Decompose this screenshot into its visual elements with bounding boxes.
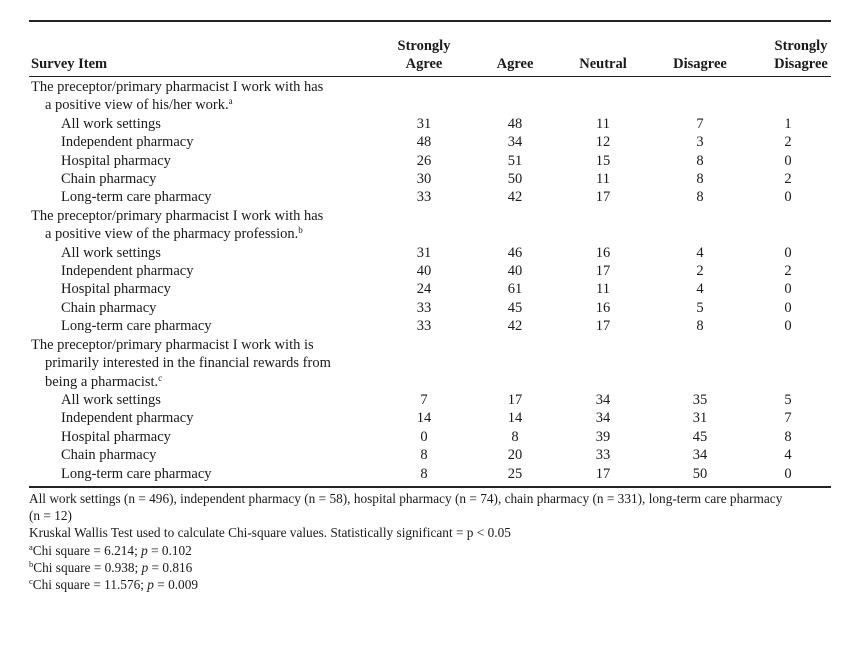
value-cell: 14 [507,410,523,427]
empty-cell [479,78,551,96]
value-cell: 17 [595,465,611,482]
value-cell: 51 [507,152,523,169]
value-cell: 7 [696,115,704,132]
value-cell: 39 [595,428,611,445]
value-cell: 0 [784,152,792,169]
value-cell: 45 [692,428,708,445]
question-row [29,354,831,372]
value-cell: 17 [595,318,611,335]
value-cell: 0 [420,428,428,445]
value-cell: 34 [595,391,611,408]
value-cell: 12 [595,134,611,151]
value-cell: 33 [595,447,611,464]
table-row [29,280,831,298]
row-label: All work settings [61,391,161,408]
empty-cell [655,225,745,243]
value-cell: 16 [595,244,611,261]
table-row [29,262,831,280]
empty-cell [745,78,831,96]
row-label: Chain pharmacy [61,447,157,464]
value-cell: 8 [696,152,704,169]
header-strongly-agree-line2: Agree [405,56,443,72]
table-row [29,188,831,206]
empty-cell [479,225,551,243]
table-row [29,428,831,446]
table-row [29,299,831,317]
question-text: The preceptor/primary pharmacist I work with is [31,336,314,353]
value-cell: 8 [696,318,704,335]
value-cell: 14 [416,410,432,427]
value-cell: 48 [416,134,432,151]
question-row [29,336,831,354]
table-row [29,317,831,335]
value-cell: 50 [692,465,708,482]
row-label: Hospital pharmacy [61,281,171,298]
empty-cell [551,373,655,391]
value-cell: 17 [595,189,611,206]
sample-sizes-note-cont: (n = 12) [29,508,72,524]
footnote-b: $^b$Chi square = 0.938; p = 0.816 [29,558,193,575]
value-cell: 8 [511,428,519,445]
empty-cell [369,207,479,225]
header-rule [29,76,831,77]
value-cell: 2 [784,263,792,280]
value-cell: 16 [595,299,611,316]
value-cell: 0 [784,281,792,298]
row-label: Chain pharmacy [61,171,157,188]
footnote-marker: c [158,372,163,383]
empty-cell [369,354,479,372]
row-label: Hospital pharmacy [61,152,171,169]
value-cell: 46 [507,244,523,261]
value-cell: 11 [596,171,610,188]
table-row [29,409,831,427]
value-cell: 1 [784,115,792,132]
table-row [29,446,831,464]
question-row [29,373,831,391]
value-cell: 3 [696,134,704,151]
table-row [29,115,831,133]
header-agree: Agree [496,56,534,72]
empty-cell [479,96,551,114]
value-cell: 2 [696,263,704,280]
value-cell: 8 [696,189,704,206]
empty-cell [551,225,655,243]
value-cell: 61 [507,281,523,298]
row-label: Independent pharmacy [61,263,194,280]
empty-cell [551,336,655,354]
header-strongly-agree [398,37,451,73]
value-cell: 34 [595,410,611,427]
footnote-marker: b [298,225,303,236]
value-cell: 31 [416,115,432,132]
question-text: a positive view of the pharmacy profession.$^b$ [45,225,303,243]
value-cell: 25 [507,465,523,482]
empty-cell [479,336,551,354]
row-label: Long-term care pharmacy [61,189,212,206]
value-cell: 48 [507,115,523,132]
table-notes [29,490,834,593]
row-label: Chain pharmacy [61,299,157,316]
table-row [29,244,831,262]
value-cell: 0 [784,465,792,482]
value-cell: 2 [784,134,792,151]
value-cell: 4 [696,281,704,298]
empty-cell [551,207,655,225]
question-text: The preceptor/primary pharmacist I work with has [31,207,324,224]
value-cell: 11 [596,281,610,298]
value-cell: 34 [507,134,523,151]
header-strongly-disagree-line1: Strongly [774,38,828,54]
empty-cell [655,336,745,354]
question-row [29,225,831,243]
empty-cell [551,96,655,114]
value-cell: 4 [784,447,792,464]
question-row [29,207,831,225]
value-cell: 33 [416,299,432,316]
value-cell: 0 [784,318,792,335]
value-cell: 31 [692,410,708,427]
value-cell: 8 [420,447,428,464]
empty-cell [745,373,831,391]
value-cell: 42 [507,189,523,206]
test-note: Kruskal Wallis Test used to calculate Chi-square values. Statistically significant = p < 0.05 [29,525,511,541]
value-cell: 31 [416,244,432,261]
row-label: Hospital pharmacy [61,428,171,445]
question-text: The preceptor/primary pharmacist I work with has [31,79,324,95]
header-strongly-disagree-line2: Disagree [774,56,828,72]
value-cell: 2 [784,171,792,188]
table-row [29,152,831,170]
value-cell: 15 [595,152,611,169]
empty-cell [369,96,479,114]
empty-cell [369,225,479,243]
question-row [29,96,831,114]
empty-cell [551,354,655,372]
value-cell: 42 [507,318,523,335]
value-cell: 33 [416,189,432,206]
empty-cell [655,78,745,96]
row-label: All work settings [61,115,161,132]
empty-cell [479,207,551,225]
header-disagree: Disagree [673,56,727,72]
empty-cell [479,354,551,372]
value-cell: 20 [507,447,523,464]
table-row [29,170,831,188]
value-cell: 8 [420,465,428,482]
table-row [29,133,831,151]
survey-table-body [29,78,831,483]
table-bottom-rule [29,486,831,488]
value-cell: 40 [416,263,432,280]
value-cell: 24 [416,281,432,298]
header-strongly-agree-line1: Strongly [397,38,451,54]
empty-cell [369,78,479,96]
value-cell: 0 [784,299,792,316]
footnote-c: $^c$Chi square = 11.576; p = 0.009 [29,576,198,593]
value-cell: 4 [696,244,704,261]
empty-cell [479,373,551,391]
empty-cell [745,336,831,354]
question-row [29,78,831,96]
row-label: Independent pharmacy [61,134,194,151]
empty-cell [655,207,745,225]
empty-cell [745,225,831,243]
sample-sizes-note: All work settings (n = 496), independent pharmacy (n = 58), hospital pharmacy (n = 74), chain pharmacy (n = 331), long-term care pharmacy [29,491,783,506]
empty-cell [655,354,745,372]
footnote-marker: a [228,96,233,107]
value-cell: 26 [416,152,432,169]
value-cell: 34 [692,447,708,464]
empty-cell [369,373,479,391]
value-cell: 35 [692,391,708,408]
empty-cell [745,207,831,225]
header-neutral: Neutral [579,56,627,72]
question-text: primarily interested in the financial rewards from [45,355,331,372]
value-cell: 17 [595,263,611,280]
row-label: Independent pharmacy [61,410,194,427]
value-cell: 5 [784,391,792,408]
value-cell: 33 [416,318,432,335]
header-survey-item: Survey Item [31,56,108,72]
value-cell: 8 [784,428,792,445]
question-text: being a pharmacist.$^c$ [45,372,163,390]
empty-cell [551,78,655,96]
value-cell: 30 [416,171,432,188]
empty-cell [655,96,745,114]
empty-cell [369,336,479,354]
header-strongly-disagree [774,37,828,73]
row-label: Long-term care pharmacy [61,465,212,482]
empty-cell [745,96,831,114]
value-cell: 0 [784,189,792,206]
question-text: a positive view of his/her work.$^a$ [45,96,233,114]
row-label: Long-term care pharmacy [61,318,212,335]
table-row [29,391,831,409]
value-cell: 8 [696,171,704,188]
empty-cell [655,373,745,391]
table-top-rule [29,20,831,22]
survey-table [29,78,831,483]
value-cell: 7 [420,391,428,408]
value-cell: 7 [784,410,792,427]
value-cell: 17 [507,391,523,408]
value-cell: 45 [507,299,523,316]
value-cell: 5 [696,299,704,316]
row-label: All work settings [61,244,161,261]
footnote-a: $^a$Chi square = 6.214; p = 0.102 [29,541,192,558]
value-cell: 0 [784,244,792,261]
table-row [29,465,831,483]
value-cell: 40 [507,263,523,280]
value-cell: 50 [507,171,523,188]
empty-cell [745,354,831,372]
value-cell: 11 [596,115,610,132]
